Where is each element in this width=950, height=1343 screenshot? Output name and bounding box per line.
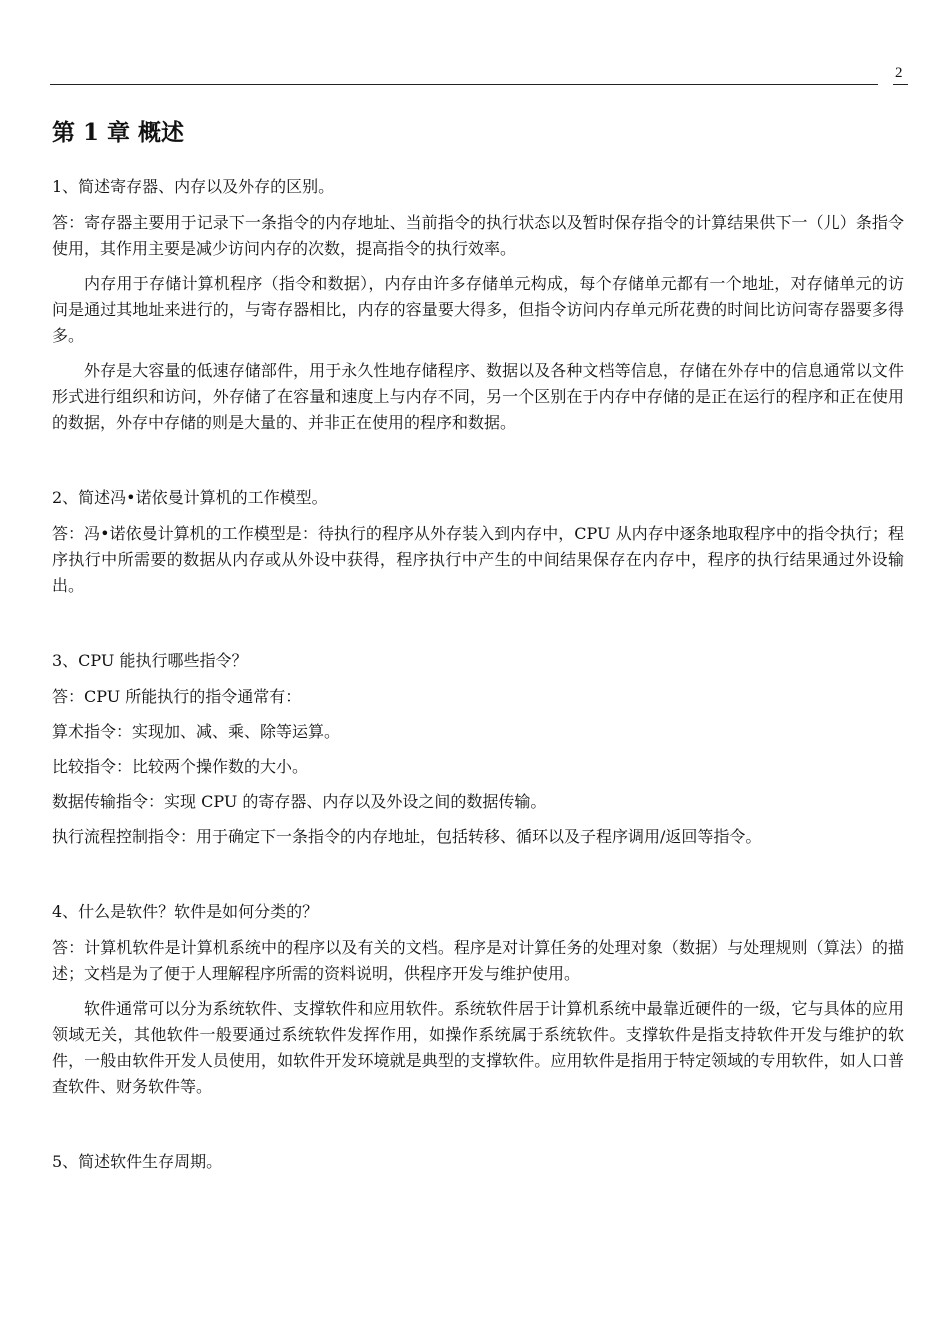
page-number-underline	[893, 84, 908, 85]
question-2: 2、简述冯•诺依曼计算机的工作模型。	[52, 488, 328, 507]
answer-paragraph: 算术指令：实现加、减、乘、除等运算。	[52, 722, 341, 741]
document-body	[52, 116, 904, 1185]
section-spacer	[52, 608, 904, 648]
section-2	[52, 485, 904, 599]
question-3: 3、CPU 能执行哪些指令？	[52, 651, 248, 670]
answer-paragraph: 软件通常可以分为系统软件、支撑软件和应用软件。系统软件居于计算机系统中最靠近硬件的一级，它与具体的应用领域无关，其他软件一般要通过系统软件发挥作用，如操作系统属于系统软件。支撑软件是指支持软件开发与维护的软件，一般由软件开发人员使用，如软件开发环境就是典型的支撑软件。应用软件是指用于特定领域的专用软件，如人口普查软件、财务软件等。	[52, 999, 904, 1096]
header-rule	[50, 84, 878, 85]
page-number: 2	[895, 65, 903, 81]
answer-paragraph: 答：寄存器主要用于记录下一条指令的内存地址、当前指令的执行状态以及暂时保存指令的计算结果供下一（儿）条指令使用，其作用主要是减少访问内存的次数，提高指令的执行效率。	[52, 213, 904, 258]
answer-paragraph: 答：冯•诺依曼计算机的工作模型是：待执行的程序从外存装入到内存中，CPU 从内存中逐条地取程序中的指令执行；程序执行中所需要的数据从内存或从外设中获得，程序执行中产生的中间结果保存在内存中，程序的执行结果通过外设输出。	[52, 524, 904, 595]
chapter-title: 第 1 章 概述	[52, 119, 185, 146]
answer-paragraph: 执行流程控制指令：用于确定下一条指令的内存地址，包括转移、循环以及子程序调用/返回等指令。	[52, 827, 762, 846]
section-spacer	[52, 859, 904, 899]
answer-paragraph: 答：计算机软件是计算机系统中的程序以及有关的文档。程序是对计算任务的处理对象（数据）与处理规则（算法）的描述；文档是为了便于人理解程序所需的资料说明，供程序开发与维护使用。	[52, 938, 904, 983]
answer-paragraph: 内存用于存储计算机程序（指令和数据），内存由许多存储单元构成，每个存储单元都有一个地址，对存储单元的访问是通过其地址来进行的，与寄存器相比，内存的容量要大得多，但指令访问内存单元所花费的时间比访问寄存器要多得多。	[52, 274, 904, 345]
section-3	[52, 648, 904, 850]
question-1: 1、简述寄存器、内存以及外存的区别。	[52, 177, 335, 196]
section-1	[52, 174, 904, 436]
answer-paragraph: 数据传输指令：实现 CPU 的寄存器、内存以及外设之间的数据传输。	[52, 792, 547, 811]
answer-paragraph: 外存是大容量的低速存储部件，用于永久性地存储程序、数据以及各种文档等信息，存储在外存中的信息通常以文件形式进行组织和访问，外存储了在容量和速度上与内存不同，另一个区别在于内存中存储的是正在运行的程序和正在使用的数据，外存中存储的则是大量的、并非正在使用的程序和数据。	[52, 361, 904, 432]
answer-paragraph: 答：CPU 所能执行的指令通常有：	[52, 687, 302, 706]
answer-paragraph: 比较指令：比较两个操作数的大小。	[52, 757, 309, 776]
section-spacer	[52, 1109, 904, 1149]
section-5	[52, 1149, 904, 1175]
section-spacer	[52, 445, 904, 485]
question-4: 4、什么是软件？软件是如何分类的？	[52, 902, 319, 921]
question-5: 5、简述软件生存周期。	[52, 1152, 223, 1171]
section-4	[52, 899, 904, 1100]
